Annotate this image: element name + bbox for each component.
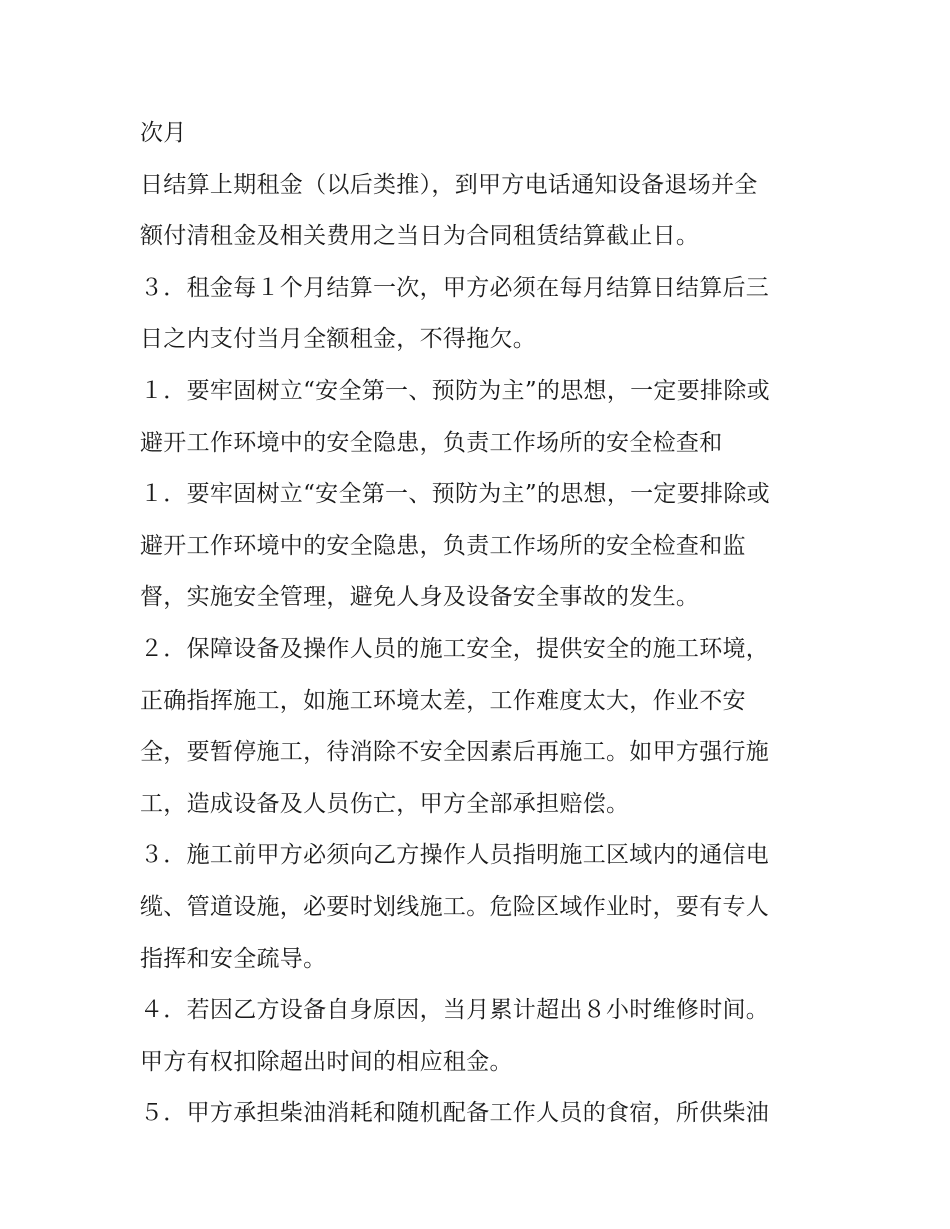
text-line: ４．若因乙方设备自身原因，当月累计超出８小时维修时间。 — [140, 997, 770, 1024]
text-line: 正确指挥施工，如施工环境太差，工作难度太大，作业不安 — [140, 687, 746, 714]
text-line: 日之内支付当月全额租金，不得拖欠。 — [140, 326, 537, 353]
document-body — [140, 108, 830, 1140]
text-line: 额付清租金及相关费用之当日为合同租赁结算截止日。 — [140, 223, 700, 250]
text-line: ２．保障设备及操作人员的施工安全，提供安全的施工环境， — [140, 635, 770, 662]
text-line: 缆、管道设施，必要时划线施工。危险区域作业时，要有专人 — [140, 893, 770, 920]
text-line: 甲方有权扣除超出时间的相应租金。 — [140, 1048, 513, 1075]
text-line: １．要牢固树立“安全第一、预防为主”的思想，一定要排除或 — [140, 377, 770, 404]
text-line: 工，造成设备及人员伤亡，甲方全部承担赔偿。 — [140, 790, 630, 817]
text-line: 避开工作环境中的安全隐患，负责工作场所的安全检查和监 — [140, 532, 746, 559]
text-line: 避开工作环境中的安全隐患，负责工作场所的安全检查和 — [140, 429, 723, 456]
text-line: １．要牢固树立“安全第一、预防为主”的思想，一定要排除或 — [140, 481, 770, 508]
text-line: ３．施工前甲方必须向乙方操作人员指明施工区域内的通信电 — [140, 842, 770, 869]
text-line: 日结算上期租金（以后类推），到甲方电话通知设备退场并全 — [140, 171, 758, 198]
text-line: 次月 — [140, 120, 187, 146]
text-line: 全，要暂停施工，待消除不安全因素后再施工。如甲方强行施 — [140, 739, 770, 766]
text-line: 督，实施安全管理，避免人身及设备安全事故的发生。 — [140, 584, 700, 611]
text-line: ５．甲方承担柴油消耗和随机配备工作人员的食宿，所供柴油 — [140, 1100, 770, 1127]
text-line: 指挥和安全疏导。 — [140, 945, 327, 972]
text-line: ３．租金每１个月结算一次，甲方必须在每月结算日结算后三 — [140, 274, 770, 301]
